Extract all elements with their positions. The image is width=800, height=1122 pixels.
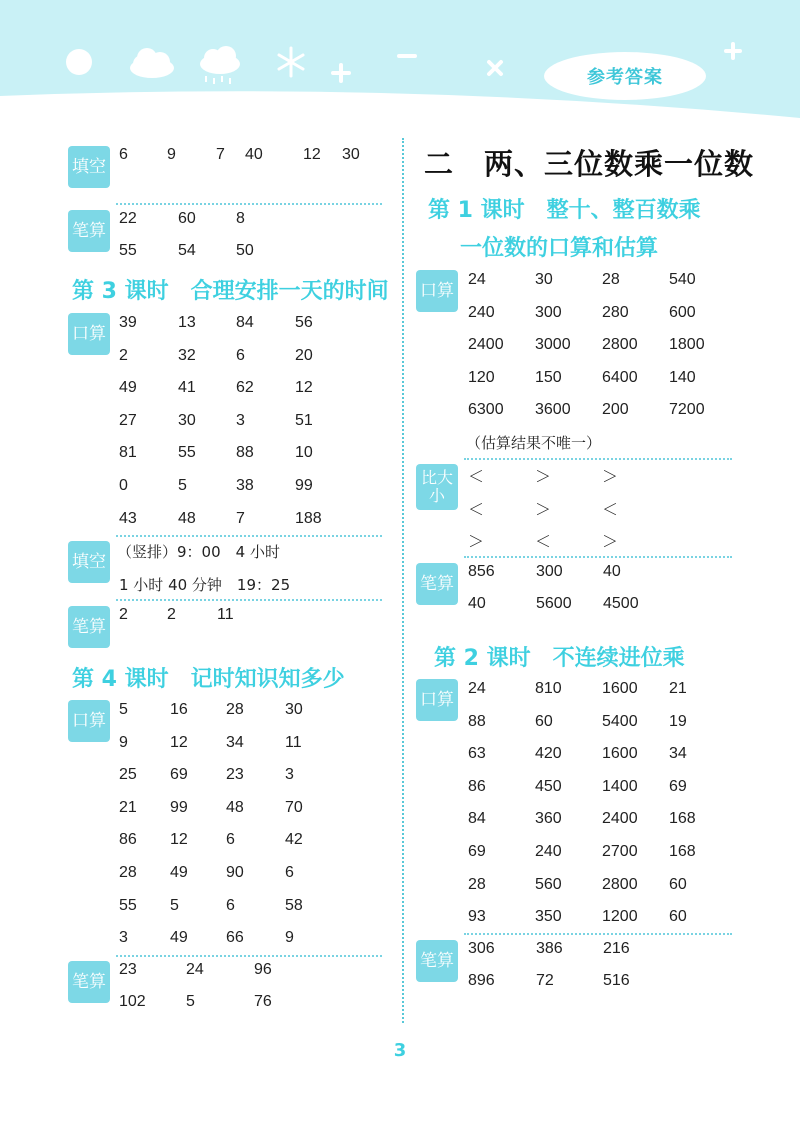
row-separator <box>116 955 382 957</box>
answer-cell: 7 <box>236 509 245 527</box>
answer-cell: 60 <box>669 908 687 926</box>
answer-cell: 93 <box>468 908 486 926</box>
answer-cell: 49 <box>170 864 188 881</box>
answer-cell: 66 <box>226 929 244 947</box>
answer-cell: 5400 <box>602 712 638 730</box>
answer-cell: 4500 <box>603 595 639 612</box>
answer-cell: 28 <box>226 701 244 718</box>
answer-key-badge: 参考答案 <box>544 52 706 100</box>
answer-cell: 350 <box>535 908 562 926</box>
answer-cell: 54 <box>178 242 196 259</box>
header-banner <box>0 0 800 118</box>
answer-cell: 96 <box>254 961 272 978</box>
answer-cell: 6 <box>236 346 245 364</box>
answer-cell: 13 <box>178 314 196 331</box>
answer-cell: ＞ <box>535 469 552 486</box>
answer-cell: 386 <box>536 940 563 957</box>
answer-cell: 120 <box>468 368 495 386</box>
answer-cell: 69 <box>170 766 188 784</box>
answer-cell: 540 <box>669 271 696 288</box>
answer-cell: 25 <box>119 766 137 784</box>
answer-cell: 40 <box>468 595 486 612</box>
answer-cell: 19 <box>669 712 687 730</box>
answer-cell: 30 <box>342 146 360 163</box>
answer-cell: 48 <box>178 509 196 527</box>
answer-cell: 34 <box>226 733 244 751</box>
answer-cell: 76 <box>254 993 272 1010</box>
answer-cell: 11 <box>217 606 234 623</box>
answer-cell: 28 <box>119 864 137 881</box>
row-separator <box>464 458 732 460</box>
answer-cell: 3600 <box>535 401 571 419</box>
answer-cell: 240 <box>535 843 562 860</box>
answer-cell: 6 <box>285 864 294 881</box>
answer-cell: 9 <box>119 733 128 751</box>
lesson-title: 第 1 课时 整十、整百数乘 <box>428 198 701 223</box>
answer-cell: 188 <box>295 509 322 527</box>
answer-cell: 88 <box>468 712 486 730</box>
answer-cell: 16 <box>170 701 188 718</box>
answer-cell: 24 <box>468 680 486 697</box>
answer-cell: 30 <box>285 701 303 718</box>
answer-cell: 88 <box>236 444 254 462</box>
answer-cell: 55 <box>119 896 137 914</box>
answer-cell: ＜ <box>602 501 619 519</box>
answer-cell: 450 <box>535 777 562 795</box>
answer-cell: 69 <box>468 843 486 860</box>
tag-oral: 口算 <box>68 700 110 742</box>
answer-cell: 81 <box>119 444 137 462</box>
answer-cell: 63 <box>468 745 486 763</box>
answer-cell: 38 <box>236 477 254 494</box>
answer-cell: ＞ <box>602 469 619 486</box>
answer-cell: 280 <box>602 303 629 321</box>
answer-cell: 86 <box>468 777 486 795</box>
answer-cell: 0 <box>119 477 128 494</box>
page-number: 3 <box>393 1040 407 1061</box>
answer-cell: 62 <box>236 379 254 397</box>
answer-cell: 2700 <box>602 843 638 860</box>
tag-calc: 笔算 <box>68 961 110 1003</box>
answer-cell: 5600 <box>536 595 572 612</box>
lesson-title-line2: 一位数的口算和估算 <box>460 236 659 261</box>
answer-line: 1 小时 40 分钟 19：25 <box>119 576 291 594</box>
lesson-title: 第 3 课时 合理安排一天的时间 <box>72 279 389 304</box>
answer-cell: 200 <box>602 401 629 419</box>
lesson-title: 第 4 课时 记时知识知多少 <box>72 667 345 692</box>
answer-cell: ＜ <box>468 469 485 486</box>
answer-cell: 28 <box>468 875 486 893</box>
answer-cell: 1800 <box>669 336 705 354</box>
answer-cell: 55 <box>119 242 137 259</box>
answer-cell: 2800 <box>602 875 638 893</box>
answer-cell: 6300 <box>468 401 504 419</box>
answer-cell: 216 <box>603 940 630 957</box>
answer-cell: 99 <box>170 798 188 816</box>
answer-cell: 150 <box>535 368 562 386</box>
answer-cell: 5 <box>186 993 195 1010</box>
answer-cell: 40 <box>245 146 263 163</box>
answer-cell: 84 <box>468 810 486 828</box>
answer-cell: 23 <box>119 961 137 978</box>
tag-calc: 笔算 <box>68 210 110 252</box>
answer-cell: 300 <box>535 303 562 321</box>
answer-cell: 2 <box>167 606 176 623</box>
answer-cell: 28 <box>602 271 620 288</box>
answer-cell: 12 <box>170 733 188 751</box>
answer-cell: 6400 <box>602 368 638 386</box>
answer-cell: 420 <box>535 745 562 763</box>
answer-cell: 810 <box>535 680 562 697</box>
answer-cell: 60 <box>535 712 553 730</box>
answer-cell: 30 <box>535 271 553 288</box>
answer-cell: 72 <box>536 972 554 989</box>
answer-cell: 21 <box>119 798 137 816</box>
answer-cell: 69 <box>669 777 687 795</box>
answer-cell: ＜ <box>468 501 485 519</box>
answer-cell: 9 <box>285 929 294 947</box>
answer-cell: 34 <box>669 745 687 763</box>
tag-oral: 口算 <box>416 679 458 721</box>
tag-calc: 笔算 <box>68 606 110 648</box>
answer-cell: 560 <box>535 875 562 893</box>
answer-cell: 2400 <box>468 336 504 354</box>
answer-cell: 2400 <box>602 810 638 828</box>
answer-cell: 168 <box>669 843 696 860</box>
answer-cell: 22 <box>119 210 137 227</box>
answer-cell: 5 <box>178 477 187 494</box>
answer-cell: 30 <box>178 411 196 429</box>
answer-cell: ＞ <box>535 501 552 519</box>
answer-cell: 8 <box>236 210 245 227</box>
answer-cell: 40 <box>603 563 621 580</box>
answer-cell: 58 <box>285 896 303 914</box>
answer-cell: 2 <box>119 346 128 364</box>
answer-cell: 90 <box>226 864 244 881</box>
answer-cell: 20 <box>295 346 313 364</box>
answer-cell: 11 <box>285 733 302 751</box>
answer-line: （竖排）9：00 4 小时 <box>117 543 280 561</box>
tag-oral: 口算 <box>416 270 458 312</box>
answer-cell: 41 <box>178 379 196 397</box>
answer-cell: 1600 <box>602 745 638 763</box>
answer-cell: 300 <box>536 563 563 580</box>
answer-cell: 2 <box>119 606 128 623</box>
answer-cell: 42 <box>285 831 303 849</box>
answer-cell: 7200 <box>669 401 705 419</box>
answer-cell: 3 <box>236 411 245 429</box>
answer-cell: 48 <box>226 798 244 816</box>
answer-cell: 12 <box>303 146 321 163</box>
answer-cell: 6 <box>119 146 128 163</box>
answer-cell: 3000 <box>535 336 571 354</box>
tag-compare: 比大小 <box>416 464 458 510</box>
answer-cell: 56 <box>295 314 313 331</box>
answer-cell: 896 <box>468 972 495 989</box>
answer-cell: 9 <box>167 146 176 163</box>
answer-cell: 600 <box>669 303 696 321</box>
answer-cell: 516 <box>603 972 630 989</box>
answer-cell: 6 <box>226 831 235 849</box>
answer-cell: 240 <box>468 303 495 321</box>
answer-cell: 23 <box>226 766 244 784</box>
chapter-title: 二 两、三位数乘一位数 <box>424 147 755 181</box>
answer-cell: 1600 <box>602 680 638 697</box>
answer-cell: 60 <box>669 875 687 893</box>
answer-cell: 49 <box>170 929 188 947</box>
answer-cell: 27 <box>119 411 137 429</box>
answer-cell: 1400 <box>602 777 638 795</box>
tag-oral: 口算 <box>68 313 110 355</box>
answer-cell: 60 <box>178 210 196 227</box>
answer-cell: 5 <box>170 896 179 914</box>
answer-cell: 6 <box>226 896 235 914</box>
answer-cell: 84 <box>236 314 254 331</box>
row-separator <box>116 599 382 601</box>
column-divider <box>402 138 404 1023</box>
answer-cell: 360 <box>535 810 562 828</box>
answer-cell: 99 <box>295 477 313 494</box>
answer-cell: 2800 <box>602 336 638 354</box>
row-separator <box>116 535 382 537</box>
answer-cell: 1200 <box>602 908 638 926</box>
answer-cell: ＞ <box>468 534 485 552</box>
row-separator <box>464 933 732 935</box>
answer-cell: 51 <box>295 411 313 429</box>
answer-cell: ＜ <box>535 534 552 552</box>
answer-cell: 39 <box>119 314 137 331</box>
answer-cell: 50 <box>236 242 254 259</box>
answer-cell: 7 <box>216 146 225 163</box>
answer-cell: 140 <box>669 368 696 386</box>
answer-cell: 49 <box>119 379 137 397</box>
answer-cell: 102 <box>119 993 146 1010</box>
answer-cell: 70 <box>285 798 303 816</box>
answer-cell: 24 <box>468 271 486 288</box>
answer-cell: 43 <box>119 509 137 527</box>
answer-cell: 21 <box>669 680 687 697</box>
lesson-title: 第 2 课时 不连续进位乘 <box>434 646 685 671</box>
answer-cell: 32 <box>178 346 196 364</box>
row-separator <box>464 556 732 558</box>
answer-cell: 24 <box>186 961 204 978</box>
answer-cell: 3 <box>119 929 128 947</box>
answer-cell: 55 <box>178 444 196 462</box>
tag-fill: 填空 <box>68 146 110 188</box>
answer-cell: 306 <box>468 940 495 957</box>
answer-cell: 856 <box>468 563 495 580</box>
tag-fill: 填空 <box>68 541 110 583</box>
answer-cell: 3 <box>285 766 294 784</box>
answer-cell: 10 <box>295 444 313 462</box>
tag-calc: 笔算 <box>416 940 458 982</box>
tag-calc: 笔算 <box>416 563 458 605</box>
answer-cell: 12 <box>170 831 188 849</box>
answer-cell: 168 <box>669 810 696 828</box>
estimate-note: （估算结果不唯一） <box>466 434 602 452</box>
row-separator <box>116 203 382 205</box>
answer-cell: 86 <box>119 831 137 849</box>
answer-cell: ＞ <box>602 534 619 552</box>
answer-cell: 5 <box>119 701 128 718</box>
answer-cell: 12 <box>295 379 313 397</box>
